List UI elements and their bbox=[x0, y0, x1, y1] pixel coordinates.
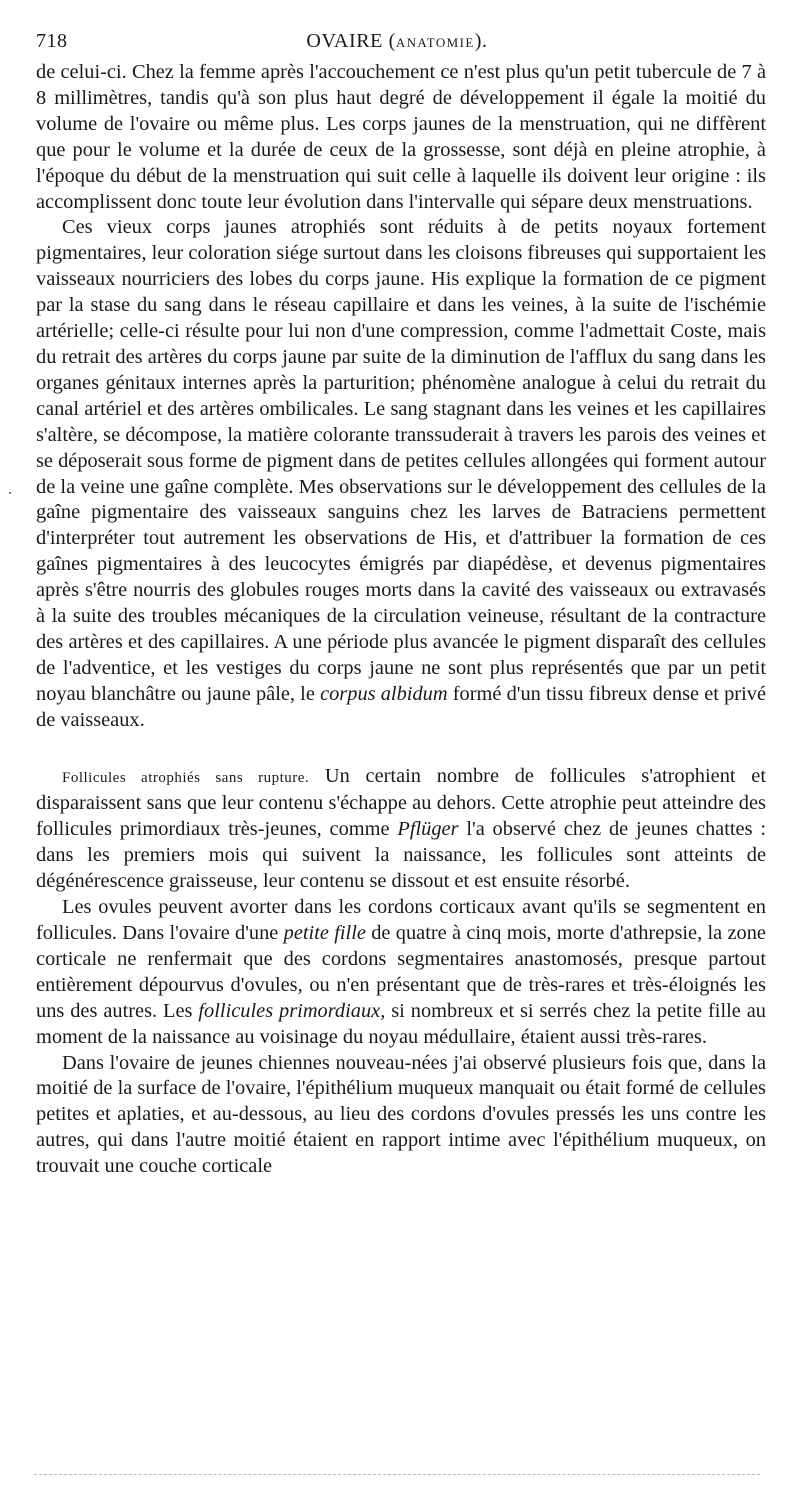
section-gap bbox=[36, 734, 766, 764]
paragraph-text: si nombreux et si serrés chez la petite fille au moment de la naissance au voisinage du noyau médullaire, étaient aussi très-rares. bbox=[36, 999, 767, 1048]
paragraph-continued: de celui-ci. Chez la femme après l'accouchement ce n'est plus qu'un petit tubercule de 7 à 8 millimètres, tandis qu'à son plus haut degré de développement il égale la moitié du volume de l'ovaire ou même plus. Les corps jaunes de la menstruation, qui ne diffèrent que pour le volume et la durée de ceux de la grossesse, sont déjà en pleine atrophie, à l'époque du début de la menstruation qui suit celle à laquelle ils doivent leur origine : ils accomplissent donc toute leur évolution dans l'intervalle qui sépare deux menstruations. bbox=[36, 61, 766, 213]
italic-term-follicules-primordiaux: follicules primordiaux, bbox=[198, 999, 386, 1022]
paragraph-text: formé d'un tissu fibreux dense et privé de vaisseaux. bbox=[36, 682, 766, 731]
italic-term-corpus-albidum: corpus albidum bbox=[320, 682, 448, 705]
paragraph-text: l'a observé chez de jeunes chattes : dans les premiers mois qui suivent la naissance, les follicules sont atteints de dégénérescence graisseuse, leur contenu se dissout et est ensuite résorbé. bbox=[36, 818, 766, 893]
running-title-main: OVAIRE bbox=[306, 30, 383, 52]
running-title-sub: ANATOMIE bbox=[395, 35, 475, 50]
running-title-close: ). bbox=[474, 30, 488, 52]
paragraph-chiennes: Dans l'ovaire de jeunes chiennes nouveau-nées j'ai observé plusieurs fois que, dans la moitié de la surface de l'ovaire, l'épithélium muqueux manquait ou était formé de cellules petites et aplaties, et au-dessous, au lieu des cordons d'ovules pressés les uns contre les autres, qui dans l'autre moitié étaient en rapport intime avec l'épithélium muqueux, on trouvait une couche corticale bbox=[36, 1051, 766, 1178]
paragraph-text: Les ovules peuvent avorter dans les cordons corticaux avant qu'ils se segmentent en follicules. Dans l'ovaire d'une bbox=[36, 896, 766, 944]
running-title bbox=[32, 30, 762, 53]
paragraph-text: Un certain nombre de follicules s'atrophient et disparaissent sans que leur contenu s'échappe au dehors. Cette atrophie peut atteindre des follicules primordiaux très-jeunes, comme bbox=[36, 764, 766, 841]
section-heading: Follicules atrophiés sans rupture. bbox=[62, 769, 310, 786]
body-text bbox=[36, 60, 766, 1180]
page-number: 718 bbox=[36, 30, 68, 52]
italic-name-pfluger: Pflüger bbox=[397, 818, 459, 841]
paragraph-corps-jaunes bbox=[36, 215, 766, 733]
margin-speck bbox=[9, 492, 11, 494]
paragraph-text: Ces vieux corps jaunes atrophiés sont réduits à de petits noyaux fortement pigmentaires, leur coloration siége surtout dans les cloisons fibreuses qui supportaient les vaisseaux nourriciers des lobes du corps jaune. His explique la formation de ce pigment par la stase du sang dans le réseau capillaire et dans les veines, à la suite de l'ischémie artérielle; celle-ci résulte pour lui non d'une compression, comme l'admettait Coste, mais du retrait des artères du corps jaune par suite de la diminution de l'afflux du sang dans les organes génitaux internes après la parturition; phénomène analogue à celui du retrait du canal artériel et des artères ombilicales. Le sang stagnant dans les veines et les capillaires s'altère, se décompose, la matière colorante transsuderait à travers les parois des veines et se déposerait sous forme de pigment dans de petites cellules allongées qui forment autour de la veine une gaîne complète. Mes observations sur le développement des cellules de la gaîne pigmentaire des vaisseaux sanguins chez les larves de Batraciens permettent d'interpréter tout autrement les observations de His, et d'attribuer la formation de ces gaînes pigmentaires à des leucocytes émigrés par diapédèse, et devenus pigmentaires après s'être nourris des globules rouges morts dans la cavité des vaisseaux ou extravasés à la suite des troubles mécaniques de la circulation veineuse, résultant de la contracture des artères et des capillaires. A une période plus avancée le pigment disparaît des cellules de l'adventice, et les vestiges du corps jaune ne sont plus représentés que par un petit noyau blanchâtre ou jaune pâle, le bbox=[36, 216, 766, 705]
page-bottom-rule bbox=[34, 1474, 760, 1475]
running-title-open: ( bbox=[382, 30, 396, 52]
italic-term-petite-fille: petite fille bbox=[283, 922, 366, 944]
paragraph-text: de quatre à cinq mois, morte d'athrepsie, la zone corticale ne renfermait que des cordons segmentaires anastomosés, presque partout entièrement dépourvus d'ovules, ou n'en présentant que de très-rares et très-éloignés les uns des autres. Les bbox=[36, 922, 766, 1022]
running-header bbox=[32, 30, 762, 60]
paragraph-follicules-atrophies bbox=[36, 764, 766, 896]
paragraph-ovules-avortes bbox=[36, 895, 766, 1050]
